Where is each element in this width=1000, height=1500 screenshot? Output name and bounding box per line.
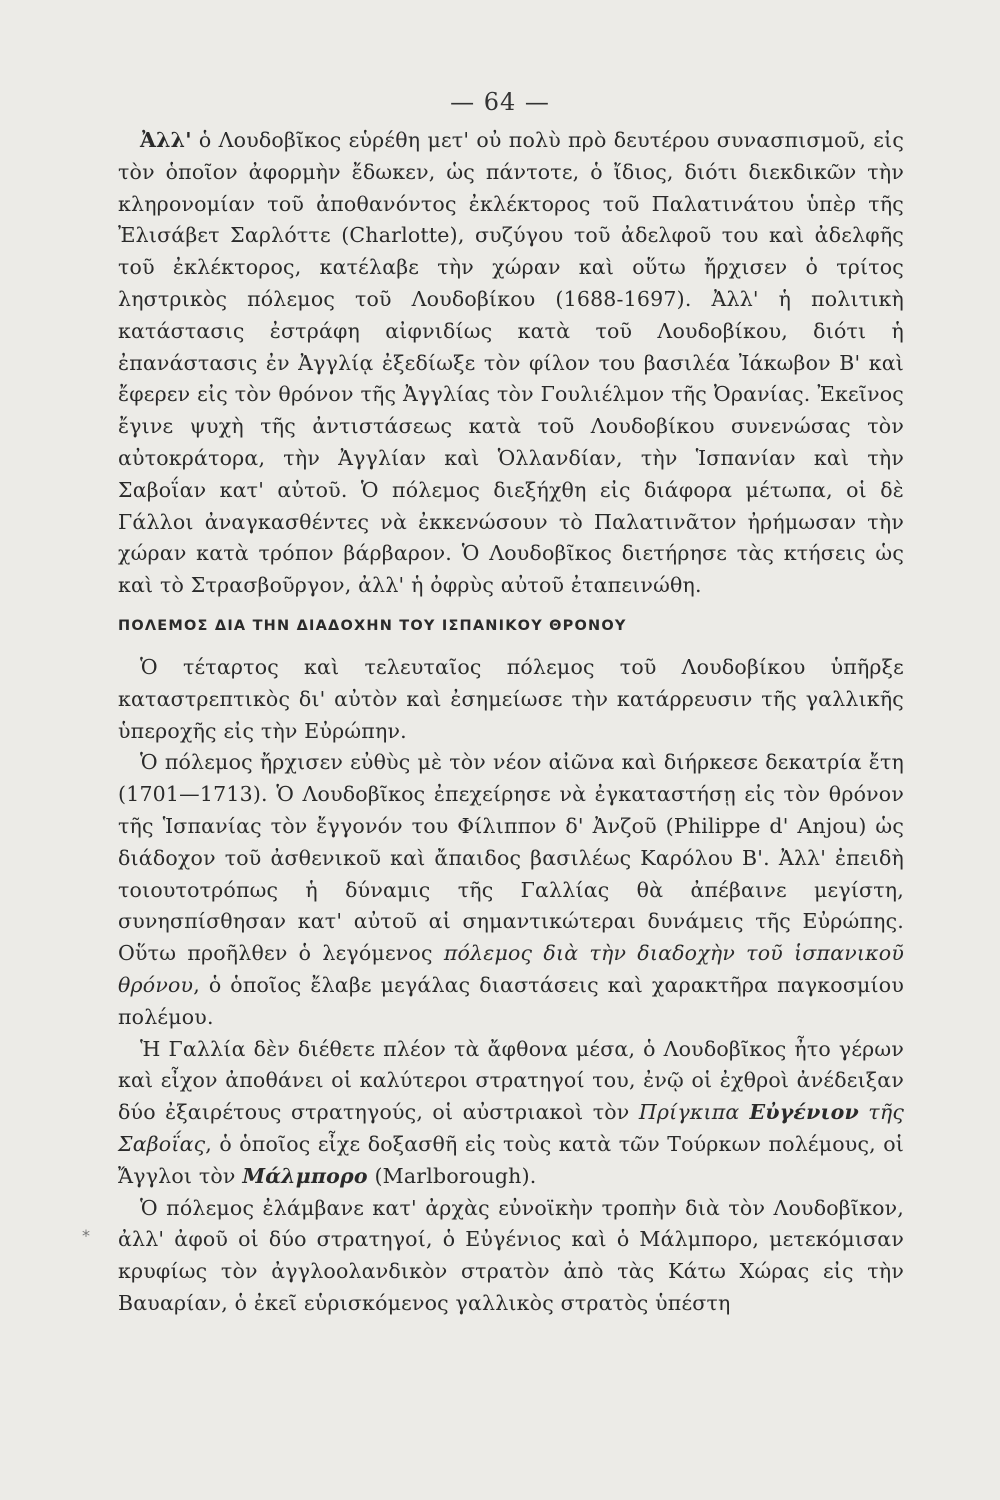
paragraph-4-text-b: , ὁ ὁποῖος εἶχε δοξασθῆ εἰς τοὺς κατὰ τῶν Τούρκων πολέμους, οἱ Ἄγγλοι τὸν (118, 1131, 904, 1188)
paragraph-1-lead: Ἀλλ' (140, 128, 192, 152)
paragraph-4-italic-1: Πρίγκιπα (638, 1100, 740, 1125)
paragraph-3 (118, 747, 904, 1033)
paragraph-4-text-a: Ἡ Γαλλία δὲν διέθετε πλέον τὰ ἄφθονα μέσα, ὁ Λουδοβῖκος ἦτο γέρων καὶ εἶχον ἀποθάνει οἱ καλύτεροι στρατηγοί του, ἐνῷ οἱ ἐχθροὶ ἀνέδειξαν δύο ἐξαιρέτους στρατηγούς, οἱ αὐστριακοὶ τὸν (118, 1036, 904, 1125)
paragraph-1 (118, 125, 904, 602)
page-number: — 64 — (450, 88, 550, 116)
paragraph-3-emphasis: πόλεμος διὰ τὴν διαδοχὴν τοῦ ἱσπανικοῦ θρόνου (118, 941, 905, 997)
paragraph-3-text-b: , ὁ ὁποῖος ἔλαβε μεγάλας διαστάσεις καὶ χαρακτῆρα παγκοσμίου πολέμου. (118, 972, 904, 1029)
paragraph-4 (118, 1034, 904, 1193)
section-heading: ΠΟΛΕΜΟΣ ΔΙΑ ΤΗΝ ΔΙΑΔΟΧΗΝ ΤΟΥ ΙΣΠΑΝΙΚΟΥ ΘΡΟΝΟΥ (118, 617, 627, 634)
paragraph-5: Ὁ πόλεμος ἐλάμβανε κατ' ἀρχὰς εὐνοϊκὴν τροπὴν διὰ τὸν Λουδοβῖκον, ἀλλ' ἀφοῦ οἱ δύο στρατηγοί, ὁ Εὐγένιος καὶ ὁ Μάλμπορο, μετεκόμισαν κρυφίως τὸν ἀγγλοολανδικὸν στρατὸν ἀπὸ τὰς Κάτω Χώρας εἰς τὴν Βαυαρίαν, ὁ ἐκεῖ εὑρισκόμενος γαλλικὸς στρατὸς ὑπέστη (118, 1195, 904, 1315)
paragraph-4-bold-2: Μάλμπορο (242, 1163, 368, 1188)
paragraph-2: Ὁ τέταρτος καὶ τελευταῖος πόλεμος τοῦ Λουδοβίκου ὑπῆρξε καταστρεπτικὸς δι' αὐτὸν καὶ ἐσημείωσε τὴν κατάρρευσιν τῆς γαλλικῆς ὑπεροχῆς εἰς τὴν Εὐρώπην. (118, 654, 904, 743)
paragraph-4-bold-1: Εὐγένιον (739, 1100, 859, 1125)
paragraph-4-text-c: (Marlborough). (367, 1163, 537, 1188)
paragraph-1-text: ὁ Λουδοβῖκος εὑρέθη μετ' οὐ πολὺ πρὸ δευτέρου συνασπισμοῦ, εἰς τὸν ὁποῖον ἀφορμὴν ἔδωκεν, ὡς πάντοτε, ὁ ἴδιος, διότι διεκδικῶν τὴν κληρονομίαν τοῦ ἀποθανόντος ἐκλέκτορος τοῦ Παλατινάτου ὑπὲρ τῆς Ἐλισάβετ Σαρλόττε (Charlotte), συζύγου τοῦ ἀδελφοῦ του καὶ ἀδελφῆς τοῦ ἐκλέκτορος, κατέλαβε τὴν χώραν καὶ οὕτω ἤρχισεν ὁ τρίτος ληστρικὸς πόλεμος τοῦ Λουδοβίκου (1688-1697). Ἀλλ' ἡ πολιτικὴ κατάστασις ἐστράφη αἰφνιδίως κατὰ τοῦ Λουδοβίκου, διότι ἡ ἐπανάστασις ἐν Ἀγγλίᾳ ἐξεδίωξε τὸν φίλον του βασιλέα Ἰάκωβον Β' καὶ ἔφερεν εἰς τὸν θρόνον τῆς Ἀγγλίας τὸν Γουλιέλμον τῆς Ὀρανίας. Ἐκεῖνος ἔγινε ψυχὴ τῆς ἀντιστάσεως κατὰ τοῦ Λουδοβίκου συνενώσας τὸν αὐτοκράτορα, τὴν Ἀγγλίαν καὶ Ὁλλανδίαν, τὴν Ἱσπανίαν καὶ τὴν Σαβοΐαν κατ' αὐτοῦ. Ὁ πόλεμος διεξήχθη εἰς διάφορα μέτωπα, οἱ δὲ Γάλλοι ἀναγκασθέντες νὰ ἐκκενώσουν τὸ Παλατινᾶτον ἠρήμωσαν τὴν χώραν κατὰ τρόπον βάρβαρον. Ὁ Λουδοβῖκος διετήρησε τὰς κτήσεις ὡς καὶ τὸ Στρασβοῦργον, ἀλλ' ἡ ὀφρὺς αὐτοῦ ἐταπεινώθη. (118, 128, 904, 598)
paragraph-3-text-a: Ὁ πόλεμος ἤρχισεν εὐθὺς μὲ τὸν νέον αἰῶνα καὶ διήρκεσε δεκατρία ἔτη (1701—1713). Ὁ Λουδοβῖκος ἐπεχείρησε νὰ ἐγκαταστήσῃ εἰς τὸν θρόνον τῆς Ἱσπανίας τὸν ἔγγονόν του Φίλιππον δ' Ἀνζοῦ (Philippe d' Anjou) ὡς διάδοχον τοῦ ἀσθενικοῦ καὶ ἄπαιδος βασιλέως Καρόλου Β'. Ἀλλ' ἐπειδὴ τοιουτοτρόπως ἡ δύναμις τῆς Γαλλίας θὰ ἀπέβαινε μεγίστη, συνησπίσθησαν κατ' αὐτοῦ αἱ σημαντικώτεραι δυνάμεις τῆς Εὐρώπης. Οὕτω προῆλθεν ὁ λεγόμενος (118, 750, 904, 966)
paragraph-4-italic-2: τῆς Σαβοΐας (118, 1100, 905, 1156)
margin-mark: * (82, 1226, 90, 1245)
body-text (118, 125, 904, 1320)
